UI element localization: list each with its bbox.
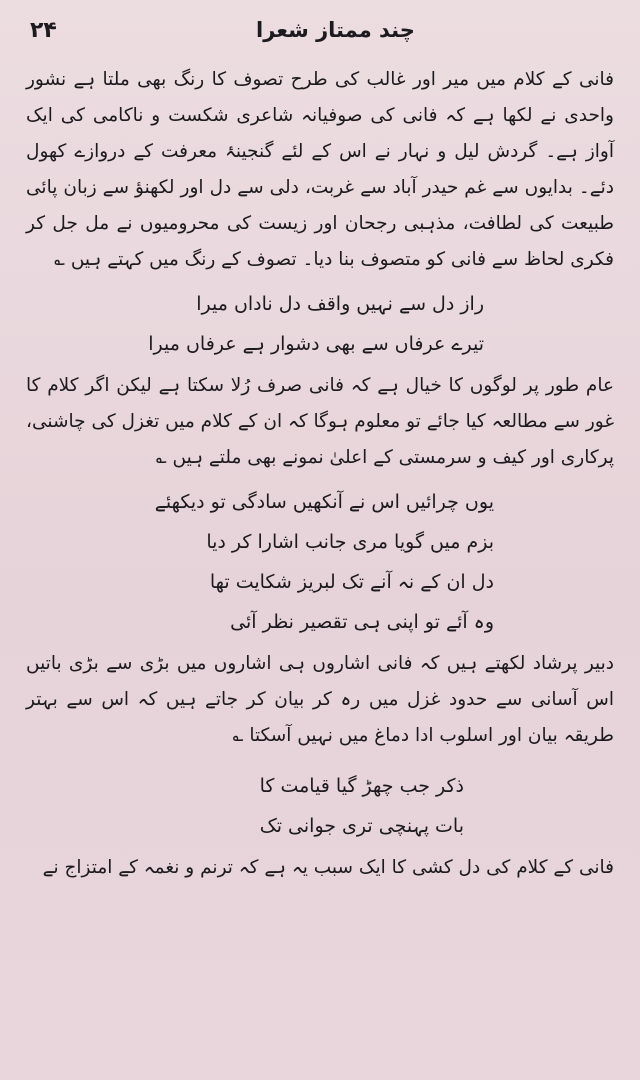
verse-line: راز دل سے نہیں واقف دل ناداں میرا (196, 293, 484, 315)
paragraph-tarannum: فانی کے کلام کی دل کشی کا ایک سبب یہ ہے کہ ترنم و نغمہ کے امتزاج نے (42, 857, 614, 878)
verse-line: دل ان کے نہ آنے تک لبریز شکایت تھا (209, 571, 494, 593)
verse-line: بزم میں گویا مری جانب اشارا کر دیا (206, 531, 494, 553)
page-header (26, 18, 614, 62)
verse-block-1 (26, 284, 614, 364)
running-title: چند ممتاز شعرا (256, 18, 415, 42)
paragraph-dabir-prashad: دبیر پرشاد لکھتے ہیں کہ فانی اشاروں ہی اشاروں میں بڑی سے بڑی باتیں اس آسانی سے حدود غزل میں رہ کر بیان کر جاتے ہیں کہ اس سے بہتر طریقہ بیان اور اسلوب ادا دماغ میں نہیں آسکتا ؎ (26, 653, 614, 746)
page-number: ۲۴ (30, 18, 57, 43)
verse-line: یوں چرائیں اس نے آنکھیں سادگی تو دیکھئے (154, 491, 494, 513)
verse-block-3 (26, 766, 614, 846)
verse-block-2 (26, 482, 614, 642)
paragraph-taghazzul: عام طور پر لوگوں کا خیال ہے کہ فانی صرف رُلا سکتا ہے لیکن اگر کلام کا غور سے مطالعہ کیا جائے تو معلوم ہوگا کہ ان کے کلام میں تغزل کی چاشنی، پرکاری اور کیف و سرمستی کے اعلیٰ نمونے بھی ملتے ہیں ؎ (26, 375, 614, 468)
verse-line: ذکر جب چھڑ گیا قیامت کا (259, 775, 464, 797)
verse-line: تیرے عرفاں سے بھی دشوار ہے عرفاں میرا (148, 333, 484, 355)
verse-line: بات پہنچی تری جوانی تک (259, 815, 464, 837)
paragraph-tasawwuf: فانی کے کلام میں میر اور غالب کی طرح تصوف کا رنگ بھی ملتا ہے نشور واحدی نے لکھا ہے کہ فانی کی صوفیانہ شاعری شکست و ناکامی کی ایک آواز ہے۔ گردش لیل و نہار نے اس کے لئے گنجینۂ معرفت کے دروازے کھول دئے۔ بدایوں سے غم حیدر آباد سے غربت، دلی سے دل اور لکھنؤ سے زبان پائی طبیعت کی لطافت، مذہبی رجحان اور زیست کی محرومیوں نے مل جل کر فکری لحاظ سے فانی کو متصوف بنا دیا۔ تصوف کے رنگ میں کہتے ہیں ؎ (26, 69, 614, 270)
verse-line: وہ آئے تو اپنی ہی تقصیر نظر آئی (230, 611, 494, 633)
